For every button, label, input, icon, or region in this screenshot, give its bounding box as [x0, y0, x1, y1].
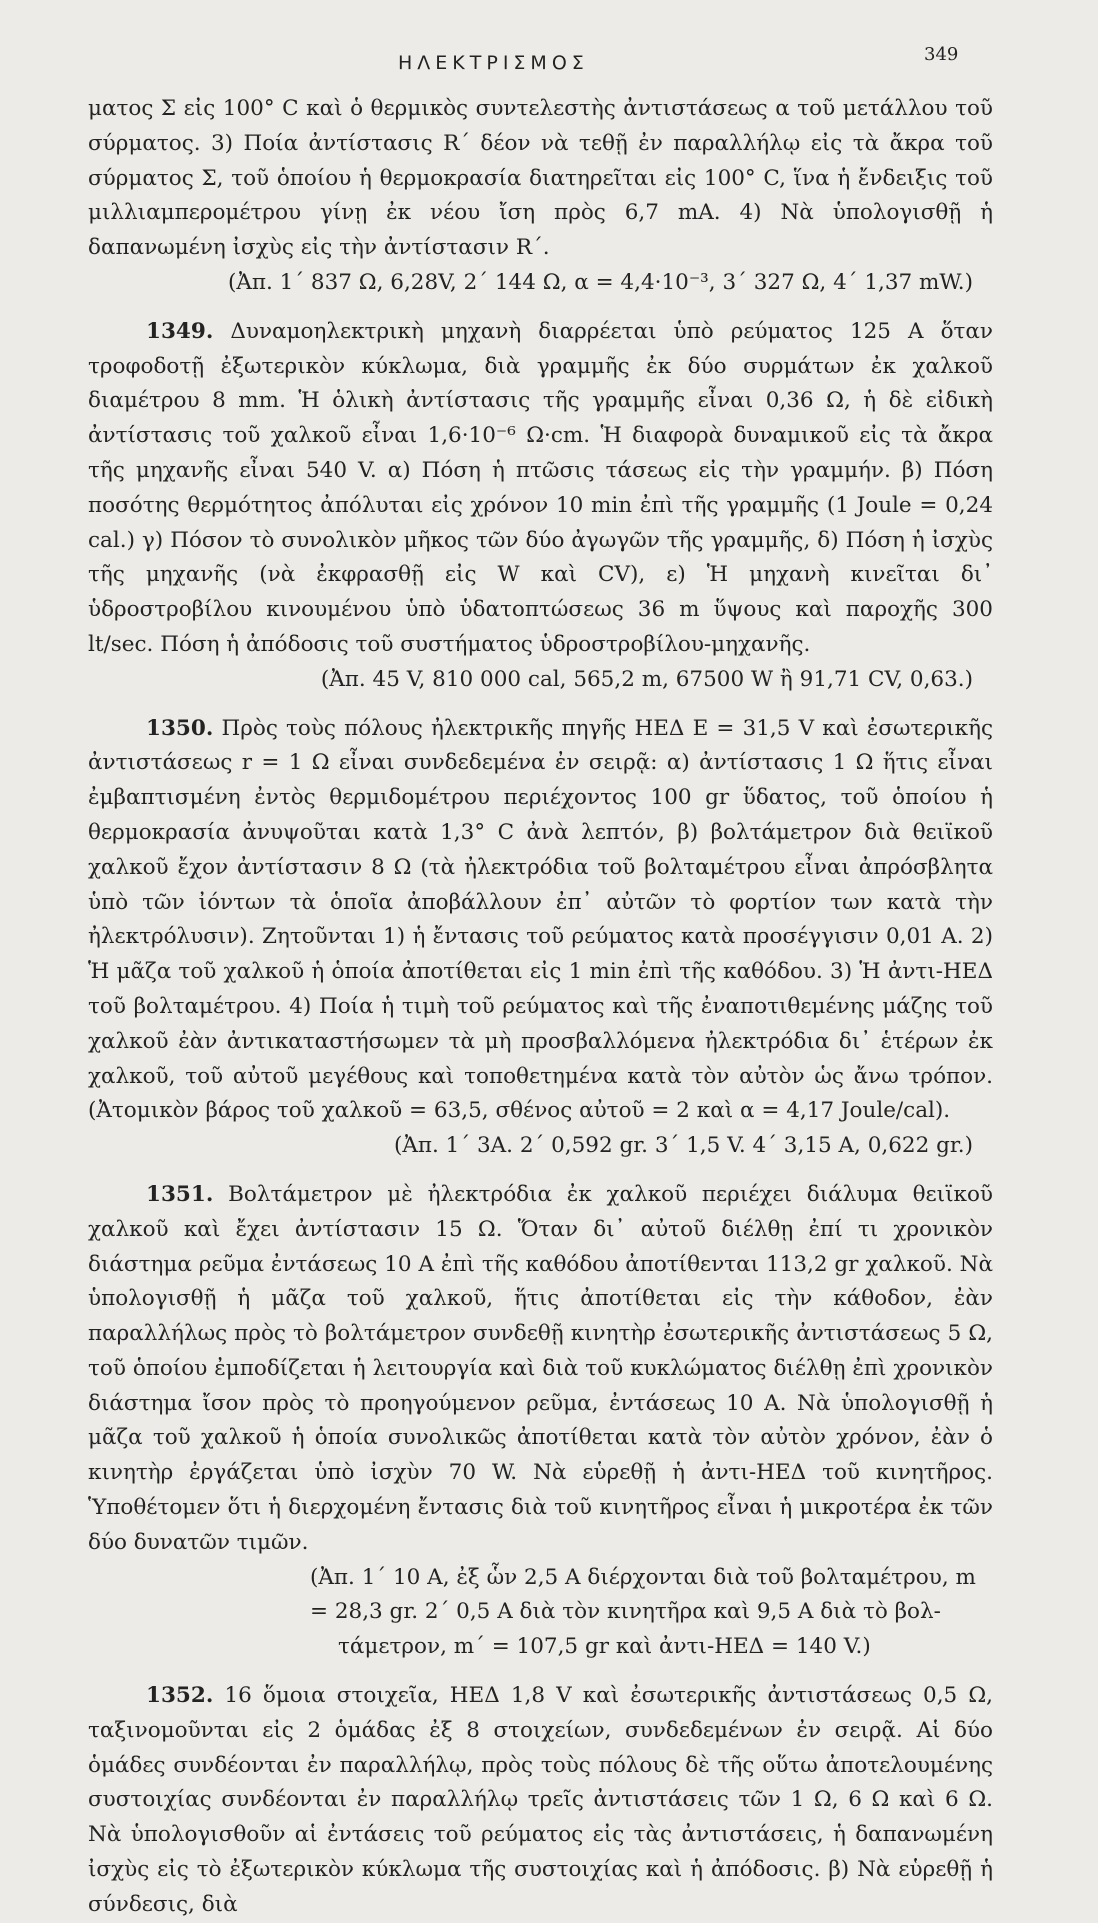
intro-paragraph: ματος Σ εἰς 100° C καὶ ὁ θερμικὸς συντελεστὴς ἀντιστάσεως α τοῦ μετάλλου τοῦ σύρματος. 3) Ποία ἀντίστασις R΄ δέον νὰ τεθῇ ἐν παραλλήλῳ εἰς τὰ ἄκρα τοῦ σύρματος Σ, τοῦ ὁποίου ἡ θερμοκρασία διατηρεῖται εἰς 100° C, ἵνα ἡ ἔνδειξις τοῦ μιλλιαμπερομέτρου γίνῃ ἐκ νέου ἴση πρὸς 6,7 mA. 4) Νὰ ὑπολογισθῇ ἡ δαπανωμένη ἰσχὺς εἰς τὴν ἀντίστασιν R΄. [88, 96, 993, 261]
problem-1352 [88, 1679, 993, 1923]
problem-1351-answer [88, 1561, 993, 1665]
page-number: 349 [924, 44, 959, 65]
problem-number: 1352. [146, 1683, 214, 1709]
problem-1350 [88, 712, 993, 1130]
problem-number: 1349. [146, 318, 214, 344]
problem-1349 [88, 315, 993, 663]
problem-number: 1351. [146, 1181, 214, 1207]
problem-1350-answer: (Ἀπ. 1΄ 3A. 2΄ 0,592 gr. 3΄ 1,5 V. 4΄ 3,15 A, 0,622 gr.) [393, 1133, 973, 1159]
problem-text: Πρὸς τοὺς πόλους ἠλεκτρικῆς πηγῆς ΗΕΔ E = 31,5 V καὶ ἐσωτερικῆς ἀντιστάσεως r = 1 Ω εἶναι συνδεδεμένα ἐν σειρᾷ: α) ἀντίστασις 1 Ω ἥτις εἶναι ἐμβαπτισμένη ἐντὸς θερμιδομέτρου περιέχοντος 100 gr ὕδατος, τοῦ ὁποίου ἡ θερμοκρασία ἀνυψοῦται κατὰ 1,3° C ἀνὰ λεπτόν, β) βολτάμετρον διὰ θειϊκοῦ χαλκοῦ ἔχον ἀντίστασιν 8 Ω (τὰ ἠλεκτρόδια τοῦ βολταμέτρου εἶναι ἀπρόσβλητα ὑπὸ τῶν ἰόντων τὰ ὁποῖα ἀποβάλλουν ἐπ᾽ αὐτῶν τὸ φορτίον των κατὰ τὴν ἠλεκτρόλυσιν). Ζητοῦνται 1) ἡ ἔντασις τοῦ ρεύματος κατὰ προσέγγισιν 0,01 A. 2) Ἡ μᾶζα τοῦ χαλκοῦ ἡ ὁποία ἀποτίθεται εἰς 1 min ἐπὶ τῆς καθόδου. 3) Ἡ ἀντι-ΗΕΔ τοῦ βολταμέτρου. 4) Ποία ἡ τιμὴ τοῦ ρεύματος καὶ τῆς ἐναποτιθεμένης μάζης τοῦ χαλκοῦ ἐὰν ἀντικαταστήσωμεν τὰ μὴ προσβαλλόμενα ἠλεκτρόδια δι᾽ ἑτέρων ἐκ χαλκοῦ, τοῦ αὐτοῦ μεγέθους καὶ τοποθετημένα κατὰ τὸν αὐτὸν ὡς ἄνω τρόπον. (Ἀτομικὸν βάρος τοῦ χαλκοῦ = 63,5, σθένος αὐτοῦ = 2 καὶ α = 4,17 Joule/cal). [88, 715, 993, 1124]
answer-line: (Ἀπ. 1΄ 10 A, ἐξ ὧν 2,5 A διέρχονται διὰ τοῦ βολταμέτρου, m = 28,3 gr. 2΄ 0,5 A διὰ τὸν κινητῆρα καὶ 9,5 A διὰ τὸ βολ- [310, 1564, 976, 1625]
intro-answer: (Ἀπ. 1΄ 837 Ω, 6,28V, 2΄ 144 Ω, α = 4,4·10⁻³, 3΄ 327 Ω, 4΄ 1,37 mW.) [227, 269, 973, 295]
problem-text: 16 ὅμοια στοιχεῖα, ΗΕΔ 1,8 V καὶ ἐσωτερικῆς ἀντιστάσεως 0,5 Ω, ταξινομοῦνται εἰς 2 ὁμάδας ἐξ 8 στοιχείων, συνδεδεμένων ἐν σειρᾷ. Αἱ δύο ὁμάδες συνδέονται ἐν παραλλήλῳ, πρὸς τοὺς πόλους δὲ τῆς οὕτω ἀποτελουμένης συστοιχίας συνδέονται ἐν παραλλήλῳ τρεῖς ἀντιστάσεις τῶν 1 Ω, 6 Ω καὶ 6 Ω. Νὰ ὑπολογισθοῦν αἱ ἐντάσεις τοῦ ρεύματος εἰς τὰς ἀντιστάσεις, ἡ δαπανωμένη ἰσχὺς εἰς τὸ ἐξωτερικὸν κύκλωμα τῆς συστοιχίας καὶ ἡ ἀπόδοσις. β) Νὰ εὑρεθῇ ἡ σύνδεσις, διὰ [88, 1683, 993, 1917]
problem-text: Βολτάμετρον μὲ ἠλεκτρόδια ἐκ χαλκοῦ περιέχει διάλυμα θειϊκοῦ χαλκοῦ καὶ ἔχει ἀντίστασιν 15 Ω. Ὅταν δι᾽ αὐτοῦ διέλθῃ ἐπί τι χρονικὸν διάστημα ρεῦμα ἐντάσεως 10 A ἐπὶ τῆς καθόδου ἀποτίθενται 113,2 gr χαλκοῦ. Νὰ ὑπολογισθῇ ἡ μᾶζα τοῦ χαλκοῦ, ἥτις ἀποτίθεται εἰς τὴν κάθοδον, ἐὰν παραλλήλως πρὸς τὸ βολτάμετρον συνδεθῇ κινητὴρ ἐσωτερικῆς ἀντιστάσεως 5 Ω, τοῦ ὁποίου ἐμποδίζεται ἡ λειτουργία καὶ διὰ τοῦ κυκλώματος διέλθῃ ἐπὶ χρονικὸν διάστημα ἴσον πρὸς τὸ προηγούμενον ρεῦμα, ἐντάσεως 10 A. Νὰ ὑπολογισθῇ ἡ μᾶζα τοῦ χαλκοῦ ἡ ὁποία συνολικῶς ἀποτίθεται κατὰ τὸν αὐτὸν χρόνον, ἐὰν ὁ κινητὴρ ἐργάζεται ὑπὸ ἰσχὺν 70 W. Νὰ εὑρεθῇ ἡ ἀντι-ΗΕΔ τοῦ κινητῆρος. Ὑποθέτομεν ὅτι ἡ διερχομένη ἔντασις διὰ τοῦ κινητῆρος εἶναι ἡ μικροτέρα ἐκ τῶν δύο δυνατῶν τιμῶν. [88, 1181, 993, 1555]
body-text [88, 92, 993, 1923]
problem-number: 1350. [146, 715, 214, 741]
problem-1349-answer: (Ἀπ. 45 V, 810 000 cal, 565,2 m, 67500 W ἢ 91,71 CV, 0,63.) [320, 666, 973, 692]
problem-1351 [88, 1178, 993, 1561]
problem-text: Δυναμοηλεκτρικὴ μηχανὴ διαρρέεται ὑπὸ ρεύματος 125 A ὅταν τροφοδοτῇ ἐξωτερικὸν κύκλωμα, διὰ γραμμῆς ἐκ δύο συρμάτων ἐκ χαλκοῦ διαμέτρου 8 mm. Ἡ ὁλικὴ ἀντίστασις τῆς γραμμῆς εἶναι 0,36 Ω, ἡ δὲ εἰδικὴ ἀντίστασις τοῦ χαλκοῦ εἶναι 1,6·10⁻⁶ Ω·cm. Ἡ διαφορὰ δυναμικοῦ εἰς τὰ ἄκρα τῆς μηχανῆς εἶναι 540 V. α) Πόση ἡ πτῶσις τάσεως εἰς τὴν γραμμήν. β) Πόση ποσότης θερμότητος ἀπόλυται εἰς χρόνον 10 min ἐπὶ τῆς γραμμῆς (1 Joule = 0,24 cal.) γ) Πόσον τὸ συνολικὸν μῆκος τῶν δύο ἀγωγῶν τῆς γραμμῆς, δ) Πόση ἡ ἰσχὺς τῆς μηχανῆς (νὰ ἐκφρασθῇ εἰς W καὶ CV), ε) Ἡ μηχανὴ κινεῖται δι᾽ ὑδροστροβίλου κινουμένου ὑπὸ ὑδατοπτώσεως 36 m ὕψους καὶ παροχῆς 300 lt/sec. Πόση ἡ ἀπόδοσις τοῦ συστήματος ὑδροστροβίλου-μηχανῆς. [88, 318, 993, 657]
answer-line: τάμετρον, m΄ = 107,5 gr καὶ ἀντι-ΗΕΔ = 140 V.) [338, 1634, 871, 1660]
running-header [0, 44, 1098, 84]
chapter-title: ΗΛΕΚΤΡΙΣΜΟΣ [398, 52, 589, 74]
